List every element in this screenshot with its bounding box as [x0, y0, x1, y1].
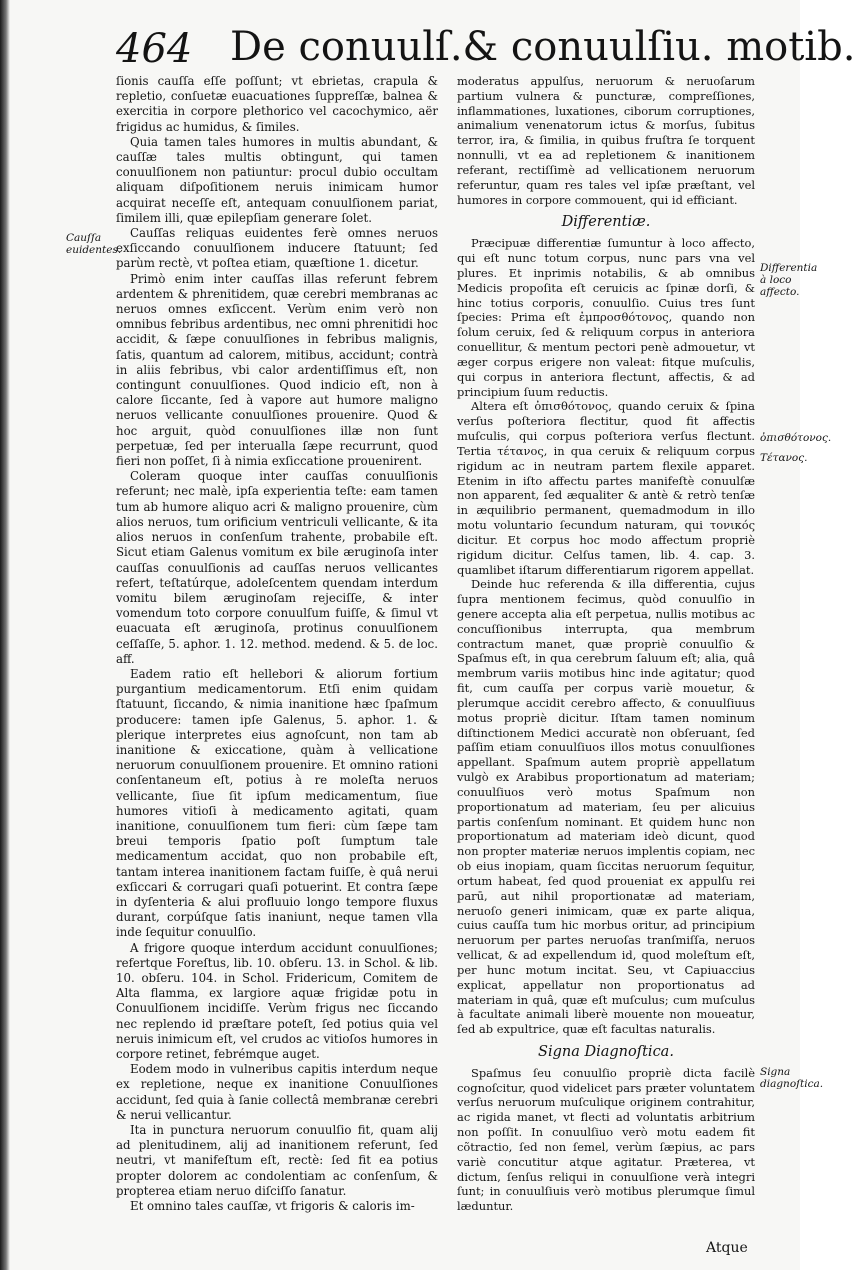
paragraph: moderatus appulſus, neruorum & neruoſarum partium vulnera & puncturæ, compreſſiones, inflammationes, luxationes, ciborum corruptiones, animalium venenatorum ictus & morſus, ſubitus terror, ira, & ſimilia, in quibus fruſtra ſe torquent nonnulli, vt ea ad repletionem & inanitionem referant, rectiſſimè ad vellicationem neruorum referuntur, quam res tales vel ipſæ præſtant, vel humores in corpore commouent, qui id efficiant.: [457, 74, 755, 207]
paragraph: Coleram quoque inter cauſſas conuulſionis referunt; nec malè, ipſa experientia teſte: eam tamen tum ab humore aliquo acri & maligno prouenire, cùm alios neruos, tum orificium ventriculi vellicante, & ita alios neruos in conſenſum trahente, probabile eſt. Sicut etiam Galenus vomitum ex bile æruginoſa inter cauſſas conuulſionis ad cauſſas neruos vellicantes refert, teſtatúrque, adoleſcentem quendam interdum vomitu bilem æruginoſam rejeciſſe, & inter vomendum toto corpore conuulſum fuiſſe, & ſimul vt euacuata eſt æruginoſa, protinus conuulſionem ceſſaſſe, 5. aphor. 1. 12. method. medend. & 5. de loc. aff.: [116, 469, 438, 666]
catchword: Atque: [706, 1240, 748, 1256]
paragraph: A frigore quoque interdum accidunt conuulſiones; refertque Foreſtus, lib. 10. obſeru. 13. in Schol. & lib. 10. obſeru. 104. in Schol. Fridericum, Comitem de Alta flamma, ex largiore aquæ frigidæ potu in Conuulſionem incidiſſe. Verùm frigus nec ſiccando nec replendo id præſtare poteſt, ſed potius quia vel neruis inimicum eſt, vel crudos ac vitioſos humores in corpore retinet, febrémque auget.: [116, 940, 438, 1061]
margin-note-opisthotonos: ὀπισθότονος.: [760, 432, 832, 444]
section-heading-differentiae: Differentiæ.: [561, 214, 651, 231]
right-column: [457, 74, 755, 1214]
margin-note-tetanos: Τέτανος.: [760, 452, 808, 464]
binding-shadow: [0, 0, 10, 1270]
margin-note-differentia: Differentia à loco affecto.: [760, 262, 818, 298]
page-number: 464: [116, 26, 193, 72]
paragraph: Præcipuæ differentiæ ſumuntur à loco affecto, qui eſt nunc totum corpus, nunc pars vna vel plures. Et inprimis notabilis, & ab omnibus Medicis propoſita eſt ceruicis ac ſpinæ dorſi, & hinc totius corporis, conuulſio. Cuius tres ſunt ſpecies: Prima eſt ἐμπροσθότονος, quando non ſolum ceruix, ſed & reliquum corpus in anteriora conuellitur, & mentum pectori penè admouetur, vt æger corpus erigere non valeat: fitque muſculis, qui corpus in anteriora flectunt, affectis, & ad principium ſuum reductis.: [457, 236, 755, 399]
paragraph: Cauſſas reliquas euidentes ferè omnes neruos exſiccando conuulſionem inducere ſtatuunt; ſed parùm rectè, vt poſtea etiam, quæſtione 1. dicetur.: [116, 226, 438, 271]
paragraph: Primò enim inter cauſſas illas referunt febrem ardentem & phrenitidem, quæ cerebri membranas ac neruos omnes exſiccent. Verùm enim verò non omnibus febribus ardentibus, nec omni phrenitidi hoc accidit, & ſæpe conuulſiones in febribus malignis, ſatis, quantum ad calorem, mitibus, accidunt; contrà in aliis febribus, vbi calor ardentiſſimus eſt, non contingunt conuulſiones. Quod indicio eſt, non à calore ſiccante, ſed à vapore aut humore maligno neruos vellicante conuulſiones prouenire. Quod & hoc arguit, quòd conuulſiones illæ non ſunt perpetuæ, ſed per interualla ſæpe recurrunt, quod fieri non poſſet, ſi à nimia exſiccatione prouenirent.: [116, 271, 438, 469]
paragraph: Deinde huc referenda & illa differentia, cujus ſupra mentionem fecimus, quòd conuulſio in genere accepta alia eſt perpetua, nullis motibus ac concuſſionibus interrupta, qua membrum contractum manet, quæ propriè conuulſio & Spaſmus eſt, in qua cerebrum ſaluum eſt; alia, quâ membrum variis motibus hinc inde agitatur; quod fit, cum cauſſa per corpus variè mouetur, & plerumque accidit cerebro affecto, & conuulſiuus motus propriè dicitur. Iſtam tamen nominum diſtinctionem Medici accuratè non obſeruant, ſed paſſim etiam conuulſiuos illos motus conuulſiones appellant. Spaſmum autem propriè appellatum vulgò ex Arabibus proportionatum ad materiam; conuulſiuos verò motus Spaſmum non proportionatum ad materiam, ſeu per alicuius partis conſenſum nominant. Et quidem hunc non proportionatum ad materiam ideò dicunt, quod non propter materiæ neruos implentis copiam, nec ob eius inopiam, quam ſiccitas neruorum ſequitur, ortum habeat, ſed quod proueniat ex appulſu rei parū, aut nihil proportionatæ ad materiam, neruoſo generi inimicam, quæ ex parte aliqua, cuius cauſſa tum hic morbus oritur, ad principium neruorum per partes neruoſas tranſmiſſa, neruos vellicat, & ad expellendum id, quod moleſtum eſt, per hunc motum incitat. Seu, vt Capiuaccius explicat, appellatur non proportionatus ad materiam in quâ, quæ eſt muſculus; cum muſculus à facultate animali liberè mouente non moueatur, ſed ab expultrice, quæ eſt facultas naturalis.: [457, 577, 755, 1037]
running-title: De conuulſ.& conuulſiu. motib.: [230, 24, 855, 70]
section-heading-signa: Signa Diagnoſtica.: [538, 1044, 674, 1060]
paragraph: Quia tamen tales humores in multis abundant, & cauſſæ tales multis obtingunt, qui tamen conuulſionem non patiuntur: procul dubio occultam aliquam diſpoſitionem neruis inimicam humor acquirat neceſſe eſt, antequam conuulſionem pariat, ſimilem illi, quæ epilepſiam generare ſolet.: [116, 134, 438, 225]
paragraph: Altera eſt ὀπισθότονος, quando ceruix & ſpina verſus poſteriora flectitur, quod fit affectis muſculis, qui corpus poſteriora verſus flectunt. Tertia τέτανος, in qua ceruix & reliquum corpus rigidum ac in neutram partem flexile apparet. Etenim in iſto affectu partes manifeſtè conuulſæ non apparent, ſed æqualiter & antè & retrò tenſæ in æquilibrio permanent, quemadmodum in illo motu voluntario ſecundum naturam, qui τονικός dicitur. Et corpus hoc modo affectum propriè rigidum dicitur. Celſus tamen, lib. 4. cap. 3. quamlibet iſtarum differentiarum rigorem appellat.: [457, 399, 755, 577]
paragraph: Ita in punctura neruorum conuulſio fit, quam alij ad plenitudinem, alij ad inanitionem referunt, ſed neutri, vt manifeſtum eſt, rectè: ſed fit ea potius propter dolorem ac condolentiam ac conſenſum, & propterea etiam neruo diſciſſo ſanatur.: [116, 1123, 438, 1198]
paragraph: Spaſmus ſeu conuulſio propriè dicta facilè cognoſcitur, quod videlicet pars præter voluntatem verſus neruorum muſculique originem contrahitur, ac rigida manet, vt flecti ad voluntatis arbitrium non poſſit. In conuulſiuo verò motu eadem fit cõtractio, ſed non ſemel, verùm ſæpius, ac pars variè concutitur atque agitatur. Præterea, vt dictum, ſenſus reliqui in conuulſione verà integri ſunt; in conuulſiuis verò motibus plerumque ſimul læduntur.: [457, 1065, 755, 1214]
paragraph: Et omnino tales cauſſæ, vt frigoris & caloris im-: [130, 1199, 415, 1214]
paragraph: Eodem modo in vulneribus capitis interdum neque ex repletione, neque ex inanitione Conuulſiones accidunt, ſed quia à ſanie collectâ membranæ cerebri & nerui vellicantur.: [116, 1062, 438, 1122]
left-column: [116, 74, 438, 1214]
margin-note-causae-evidentes: Cauſſa euidentes.: [66, 232, 122, 256]
paragraph: ſionis cauſſa eſſe poſſunt; vt ebrietas, crapula & repletio, conſuetæ euacuationes ſuppreſſæ, balnea & exercitia in corpore plethorico vel cacochymico, aër frigidus ac humidus, & ſimiles.: [116, 74, 438, 134]
paragraph: Eadem ratio eſt hellebori & aliorum fortium purgantium medicamentorum. Etſi enim quidam ſtatuunt, ſiccando, & nimia inanitione hæc ſpaſmum producere: tamen ipſe Galenus, 5. aphor. 1. & plerique interpretes eius agnoſcunt, non tam ab inanitione & exiccatione, quàm à vellicatione neruorum conuulſionem prouenire. Et omnino rationi conſentaneum eſt, potius à re moleſta neruos vellicante, ſiue ſit ipſum medicamentum, ſiue humores vitioſi à medicamento agitati, quam inanitione, conuulſionem tum fieri: cùm ſæpe tam breui temporis ſpatio poſt ſumptum tale medicamentum accidat, quo non probabile eſt, tantam interea inanitionem factam fuiſſe, è quâ nerui exſiccari & corrugari quaſi potuerint. Et contra ſæpe in dyſenteria & alui profluuio longo tempore fluxus durant, corpúſque ſatis inaniunt, neque tamen vlla inde ſequitur conuulſio.: [116, 666, 438, 940]
page-header: [112, 18, 855, 72]
margin-note-signa: Signa diagnoſtica.: [760, 1066, 824, 1090]
